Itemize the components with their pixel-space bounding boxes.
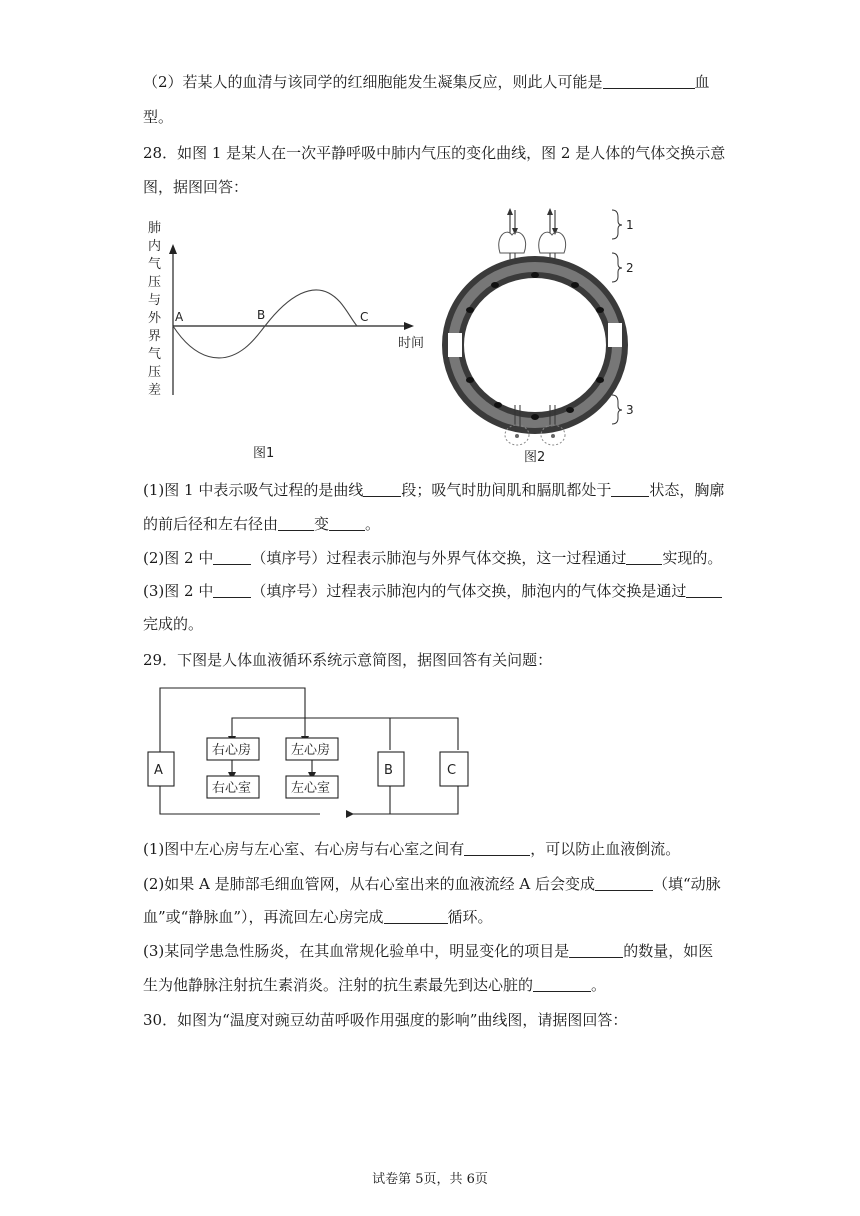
q29-stem: 29．下图是人体血液循环系统示意简图，据图回答有关问题： xyxy=(143,651,553,669)
q29-q3-text: (3)某同学患急性肠炎，在其血常规化验单中，明显变化的项目是 xyxy=(143,942,570,960)
figure-1-pressure-curve xyxy=(140,210,440,470)
q29-stem-line xyxy=(143,650,552,670)
q28-stem-cont: 图，据图回答： xyxy=(143,178,249,196)
q29-q2-line2 xyxy=(143,907,493,927)
label-3: 3 xyxy=(626,403,634,417)
ylabel-char: 肺 xyxy=(148,221,162,236)
answer-blank[interactable] xyxy=(363,480,401,497)
box-b-label: B xyxy=(384,763,393,778)
q28-q3-text: （填序号）过程表示肺泡内的气体交换，肺泡内的气体交换是通过 xyxy=(251,582,687,600)
answer-blank[interactable] xyxy=(213,548,251,565)
answer-blank[interactable] xyxy=(603,72,695,89)
x-axis-label: 时间 xyxy=(398,336,425,351)
figure-2-caption: 图2 xyxy=(524,450,546,465)
q28-q1-text: 的前后径和左右径由 xyxy=(143,515,279,533)
ylabel-char: 内 xyxy=(148,239,162,254)
alveolus-right xyxy=(539,232,566,253)
box-a-label: A xyxy=(154,763,163,778)
q30-stem: 30．如图为“温度对豌豆幼苗呼吸作用强度的影响”曲线图，请据图回答： xyxy=(143,1011,628,1029)
label-2: 2 xyxy=(626,261,634,275)
cell-nucleus xyxy=(515,434,519,438)
ylabel-char: 气 xyxy=(148,347,162,362)
q29-q3-line2 xyxy=(143,975,606,995)
answer-blank[interactable] xyxy=(278,514,314,531)
q29-q3-text: 。 xyxy=(591,976,607,994)
point-b-label: B xyxy=(257,308,266,322)
answer-blank[interactable] xyxy=(595,874,653,891)
answer-blank[interactable] xyxy=(464,839,530,856)
q28-q3-line1 xyxy=(143,581,722,601)
q27-part2-line2 xyxy=(143,107,173,127)
q29-q3-text: 生为他静脉注射抗生素消炎。注射的抗生素最先到达心脏的 xyxy=(143,976,534,994)
figure-2-gas-exchange xyxy=(440,205,660,470)
answer-blank[interactable] xyxy=(213,581,251,598)
right-atrium-label: 右心房 xyxy=(212,743,252,758)
q30-stem-line xyxy=(143,1010,627,1030)
ylabel-char: 外 xyxy=(148,311,162,326)
blood-vessel-lumen xyxy=(453,267,617,423)
q27-part2-end: 型。 xyxy=(143,108,174,126)
ylabel-char: 与 xyxy=(148,293,162,308)
q29-q2-text: 循环。 xyxy=(447,908,493,926)
x-axis-arrow xyxy=(404,322,414,330)
q28-q1-text: 状态，胸廓 xyxy=(649,481,725,499)
q28-stem: 28．如图 1 是某人在一次平静呼吸中肺内气压的变化曲线，图 2 是人体的气体交换示意 xyxy=(143,144,726,162)
label-1: 1 xyxy=(626,218,634,232)
box-c-label: C xyxy=(447,763,457,778)
cell-nucleus xyxy=(551,434,555,438)
ylabel-char: 气 xyxy=(148,257,162,272)
q29-q1-text: (1)图中左心房与左心室、右心房与右心室之间有 xyxy=(143,840,465,858)
answer-blank[interactable] xyxy=(384,907,448,924)
left-atrium-label: 左心房 xyxy=(291,743,331,758)
pressure-curve xyxy=(173,290,357,358)
point-c-label: C xyxy=(360,310,369,324)
y-axis-label xyxy=(148,220,162,398)
ring-gap-left xyxy=(448,333,462,357)
ylabel-char: 差 xyxy=(148,383,162,398)
q28-q1-text: (1)图 1 中表示吸气过程的是曲线 xyxy=(143,481,364,499)
q29-q3-text: 的数量，如医 xyxy=(623,942,714,960)
answer-blank[interactable] xyxy=(569,941,623,958)
answer-blank[interactable] xyxy=(329,514,365,531)
q29-q1-line xyxy=(143,839,680,859)
q29-q2-text: （填“动脉 xyxy=(653,875,721,893)
q28-q2-text: （填序号）过程表示肺泡与外界气体交换，这一过程通过 xyxy=(251,549,627,567)
ylabel-char: 压 xyxy=(148,275,162,290)
ylabel-char: 界 xyxy=(148,329,162,344)
answer-blank[interactable] xyxy=(533,975,591,992)
q28-q2-text: 实现的。 xyxy=(662,549,723,567)
q28-q1-line2 xyxy=(143,514,380,534)
q28-q2-line xyxy=(143,548,722,568)
y-axis-arrow xyxy=(169,244,177,254)
ring-gap-right xyxy=(608,323,622,347)
q29-q2-text: 血”或“静脉血”），再流回左心房完成 xyxy=(143,908,384,926)
point-a-label: A xyxy=(175,310,184,324)
q27-part2-text: （2）若某人的血清与该同学的红细胞能发生凝集反应，则此人可能是 xyxy=(143,73,603,91)
q28-q1-text: 。 xyxy=(365,515,381,533)
q28-q3-line2 xyxy=(143,614,203,634)
q28-stem-line2 xyxy=(143,177,248,197)
q28-q1-text: 变 xyxy=(314,515,330,533)
ylabel-char: 压 xyxy=(148,365,162,380)
figure-1-caption: 图1 xyxy=(253,446,275,461)
alveolus-left xyxy=(499,232,526,253)
left-ventricle-label: 左心室 xyxy=(291,781,331,796)
circulation-diagram xyxy=(140,680,480,820)
q29-q2-text: (2)如果 A 是肺部毛细血管网，从右心室出来的血液流经 A 后会变成 xyxy=(143,875,595,893)
right-ventricle-label: 右心室 xyxy=(212,781,252,796)
page-footer: 试卷第 5页，共 6页 xyxy=(372,1172,488,1187)
q27-part2-suffix: 血 xyxy=(694,73,710,91)
answer-blank[interactable] xyxy=(611,480,649,497)
q28-q1-line1 xyxy=(143,480,724,500)
answer-blank[interactable] xyxy=(626,548,662,565)
q28-q3-text: (3)图 2 中 xyxy=(143,582,214,600)
q29-q1-text: ，可以防止血液倒流。 xyxy=(530,840,681,858)
q28-stem-line1 xyxy=(143,143,725,163)
q29-q2-line1 xyxy=(143,874,721,894)
answer-blank[interactable] xyxy=(686,581,722,598)
q28-q1-text: 段；吸气时肋间肌和膈肌都处于 xyxy=(401,481,612,499)
q28-q2-text: (2)图 2 中 xyxy=(143,549,214,567)
q28-q3-text: 完成的。 xyxy=(143,615,204,633)
q29-q3-line1 xyxy=(143,941,713,961)
q27-part2-line1 xyxy=(143,72,710,92)
